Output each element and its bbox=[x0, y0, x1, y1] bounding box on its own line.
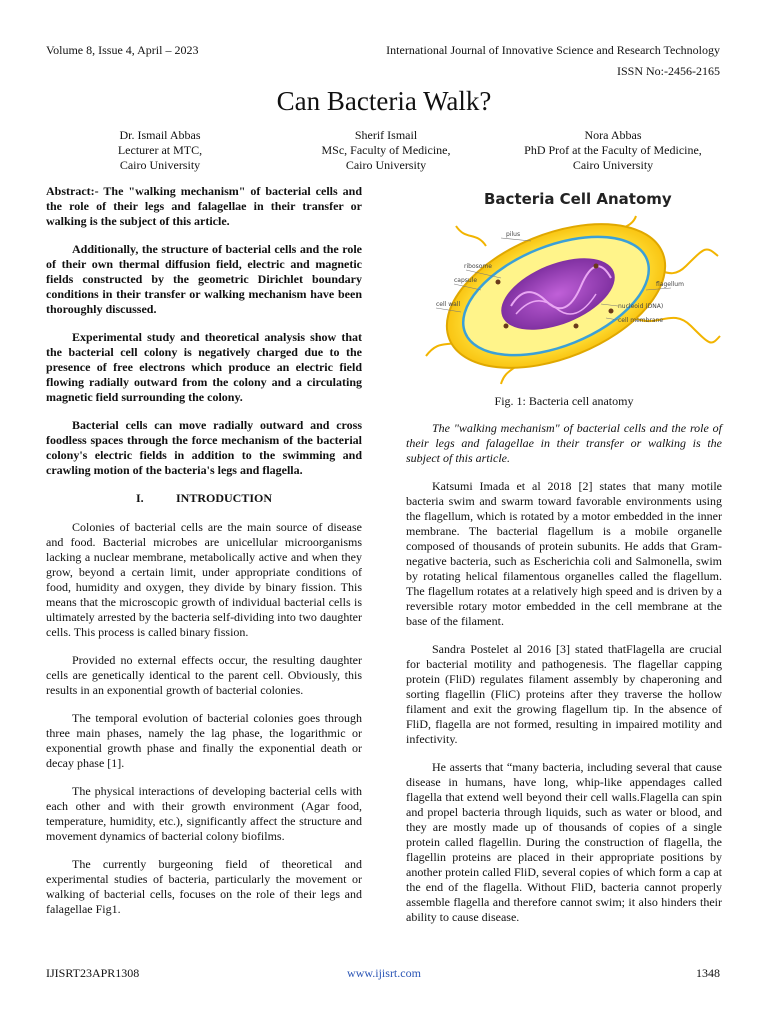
section-heading bbox=[46, 491, 362, 506]
author-name: Sherif Ismail bbox=[354, 128, 418, 142]
cell-body-icon bbox=[426, 195, 686, 386]
bacteria-anatomy-figure bbox=[406, 186, 722, 386]
body-paragraph: Provided no external effects occur, the resulting daughter cells are genetically identical to the parent cell. Obviously, this results in an exponential growth of bacterial colonies. bbox=[46, 653, 362, 697]
label-flagellum: flagellum bbox=[656, 281, 684, 288]
paper-code: IJISRT23APR1308 bbox=[46, 966, 140, 980]
abstract-paragraph: Bacterial cells can move radially outward and cross foodless spaces through the force mechanism of the bacterial colony's electric fields in addition to the swimming and crawling motion of the bacteria's legs and flagella. bbox=[46, 418, 362, 477]
author-role: Lecturer at MTC, bbox=[117, 143, 203, 157]
bacteria-illustration bbox=[406, 186, 722, 386]
body-paragraph: Katsumi Imada et al 2018 [2] states that many motile bacteria swim and swarm toward favorable environments using the flagellum, which is rotated by a motor embedded in the inner membrane. The bacterial flagellum is a mobile organelle composed of thousands of protein subunits. He adds that Gram-negative bacteria, such as Escherichia coli and Salmonella, swim by rotating helical filamentous organelles called the flagellum. The flagellum rotates at a relatively high speed and is driven by a reversible rotary motor embedded in the cell membrane at the base of the filament. bbox=[406, 479, 722, 628]
label-capsule: capsule bbox=[454, 277, 478, 284]
author-block bbox=[286, 128, 486, 173]
journal-name: International Journal of Innovative Science and Research Technology bbox=[386, 43, 720, 57]
left-column bbox=[46, 184, 362, 930]
figure-image-title: Bacteria Cell Anatomy bbox=[484, 190, 672, 208]
label-nucleoid: nucleoid (DNA) bbox=[618, 303, 664, 310]
label-pilus: pilus bbox=[506, 231, 521, 238]
abstract-paragraph: Additionally, the structure of bacterial cells and the role of their own thermal diffusion field, electric and magnetic fields constructed by the geometric Dirichlet boundary conditions in their transfer or walking mechanism have been thoroughly discussed. bbox=[46, 242, 362, 316]
journal-website-link[interactable]: www.ijisrt.com bbox=[347, 966, 421, 980]
body-paragraph: The "walking mechanism" of bacterial cells and the role of their legs and falagellae in their transfer or walking is the subject of this article. bbox=[406, 421, 722, 465]
figure-caption: Fig. 1: Bacteria cell anatomy bbox=[494, 394, 634, 408]
body-paragraph: The currently burgeoning field of theoretical and experimental studies of bacteria, particularly the movement or walking of bacterial cells, focuses on the role of their legs and falagellae Fig1. bbox=[46, 857, 362, 916]
body-paragraph: Colonies of bacterial cells are the main source of disease and food. Bacterial microbes are unicellular microorganisms lacking a nuclear membrane, metabolically active and when they grow, beyond a certain limit, under appropriate conditions of food, humidity and oxygen, they divide by binary fission. This means that the microscopic growth of individual bacterial cells is ultimately arrested by the bacteria self-dividing into two daughter cells. This process is called binary fission. bbox=[46, 520, 362, 639]
author-role: MSc, Faculty of Medicine, bbox=[321, 143, 451, 157]
author-affiliation: Cairo University bbox=[345, 158, 427, 172]
section-title: INTRODUCTION bbox=[175, 491, 272, 505]
body-paragraph: Sandra Postelet al 2016 [3] stated thatFlagella are crucial for bacterial motility and pathogenesis. The flagellar capping protein (FliD) regulates filament assembly by chaperoning and sorting flagellin (FliC) proteins after they traverse the hollow filament and exit the growing flagellum tip. In the absence of FliD, flagella are not formed, resulting in impaired motility and infectivity. bbox=[406, 642, 722, 746]
author-name: Nora Abbas bbox=[584, 128, 642, 142]
body-paragraph: The temporal evolution of bacterial colonies goes through three main phases, namely the lag phase, the logarithmic or exponential growth phase and finally the exponential death or decay phase [1]. bbox=[46, 711, 362, 770]
author-affiliation: Cairo University bbox=[119, 158, 201, 172]
author-affiliation: Cairo University bbox=[572, 158, 654, 172]
author-name: Dr. Ismail Abbas bbox=[119, 128, 201, 142]
label-cell-membrane: cell membrane bbox=[618, 317, 664, 324]
right-column bbox=[406, 186, 722, 938]
author-block bbox=[60, 128, 260, 173]
body-paragraph: He asserts that “many bacteria, including several that cause disease in humans, have long, whip-like appendages called flagella that extend well beyond their cell walls.Flagella can spin and propel bacteria through liquids, such as water or blood, and they are mostly made up of thousands of copies of a single protein called flagellin. During the construction of flagella, the flagellin proteins are placed in their appropriate positions by another protein called FliD, several copies of which form a cap at the end of the flagella. Without FliD, bacteria cannot properly assemble flagella and therefore cannot swim; it also hinders their ability to cause disease. bbox=[406, 760, 722, 924]
issn: ISSN No:-2456-2165 bbox=[616, 64, 720, 78]
author-role: PhD Prof at the Faculty of Medicine, bbox=[524, 143, 702, 157]
author-block bbox=[508, 128, 718, 173]
page-number: 1348 bbox=[696, 966, 720, 980]
volume-issue: Volume 8, Issue 4, April – 2023 bbox=[46, 43, 199, 57]
label-ribosome: ribosome bbox=[464, 263, 492, 270]
body-paragraph: The physical interactions of developing bacterial cells with each other and with their growth environment (Agar food, temperature, humidity, etc.), significantly affect the structure and movement dynamics of bacterial colony biofilms. bbox=[46, 784, 362, 843]
section-number: I. bbox=[135, 491, 144, 505]
label-cell-wall: cell wall bbox=[436, 301, 461, 308]
abstract-paragraph: Abstract:- The "walking mechanism" of bacterial cells and the role of their legs and falagellae in their transfer or walking is the subject of this article. bbox=[46, 184, 362, 228]
abstract-paragraph: Experimental study and theoretical analysis show that the bacterial cell colony is negatively charged due to the presence of free electrons which produce an electric field flowing radially outward from the colony and a circulating magnetic field surrounding the colony. bbox=[46, 330, 362, 404]
paper-title: Can Bacteria Walk? bbox=[276, 86, 492, 116]
